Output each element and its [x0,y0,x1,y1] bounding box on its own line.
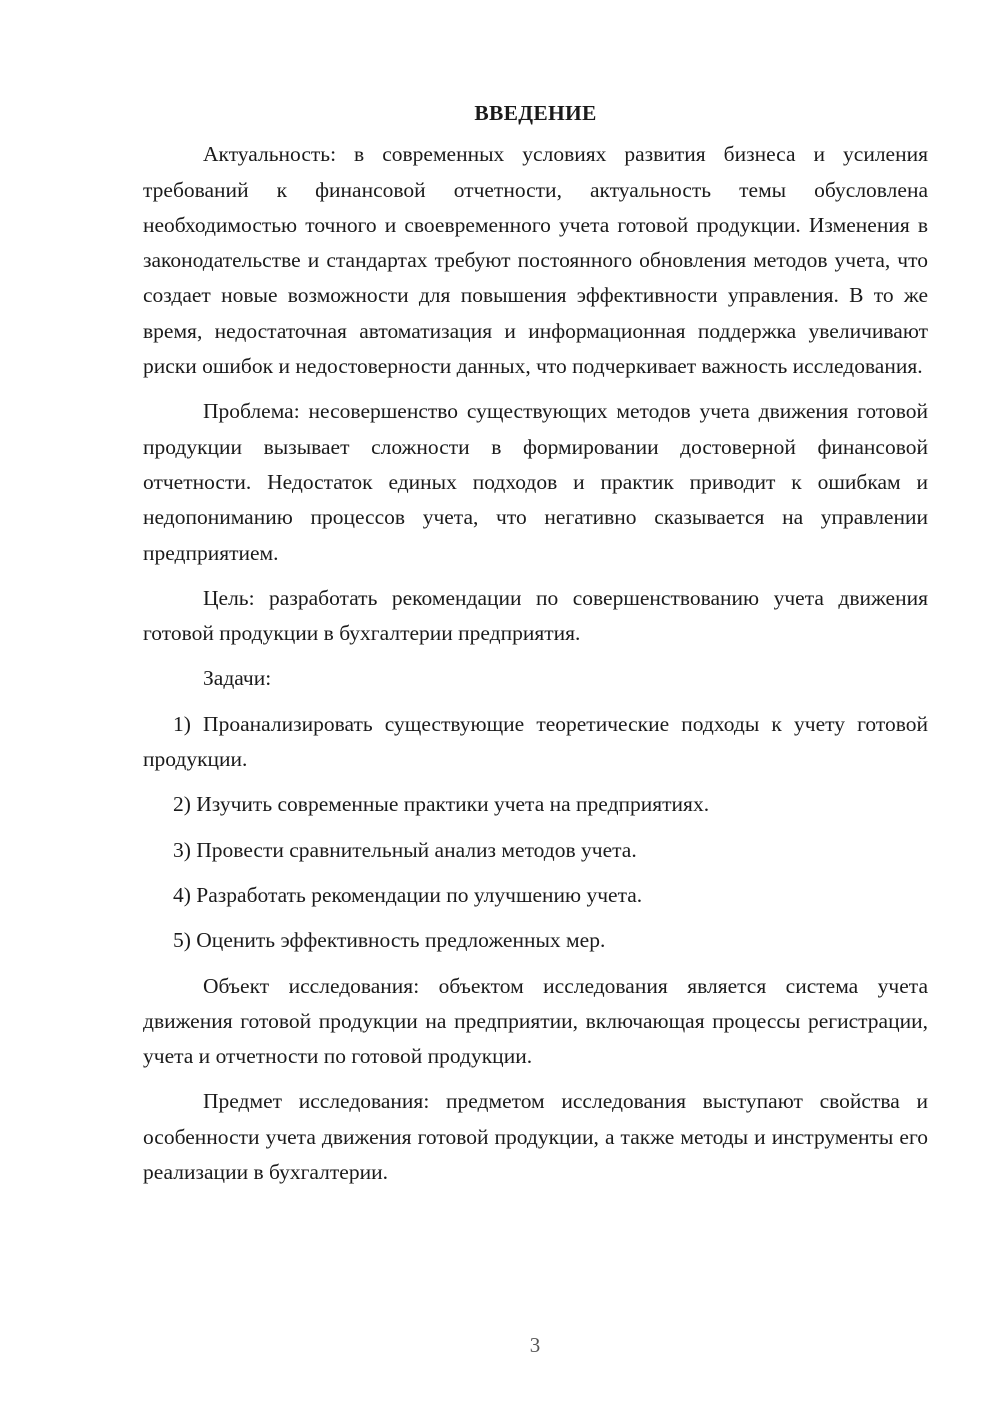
goal-paragraph: Цель: разработать рекомендации по совершенствованию учета движения готовой продукции в бухгалтерии предприятия. [143,585,928,646]
page-number: 3 [529,1333,541,1357]
page-content [143,96,928,1200]
task-item: 1) Проанализировать существующие теоретические подходы к учету готовой продукции. [143,711,928,772]
task-item: 2) Изучить современные практики учета на предприятиях. [173,792,710,817]
section-title: ВВЕДЕНИЕ [474,101,597,125]
task-item: 4) Разработать рекомендации по улучшению учета. [173,882,643,907]
problem-paragraph: Проблема: несовершенство существующих методов учета движения готовой продукции вызывает сложности в формировании достоверной финансовой отчетности. Недостаток единых подходов и практик приводит к ошибкам и недопониманию процессов учета, что негативно сказывается на управлении предприятием. [143,399,928,565]
subject-paragraph: Предмет исследования: предметом исследования выступают свойства и особенности учета движения готовой продукции, а также методы и инструменты его реализации в бухгалтерии. [143,1089,928,1185]
relevance-paragraph: Актуальность: в современных условиях развития бизнеса и усиления требований к финансовой отчетности, актуальность темы обусловлена необходимостью точного и своевременного учета готовой продукции. Изменения в законодательстве и стандартах требуют постоянного обновления методов учета, что создает новые возможности для повышения эффективности управления. В то же время, недостаточная автоматизация и информационная поддержка увеличивают риски ошибок и недостоверности данных, что подчеркивает важность исследования. [143,142,928,379]
object-paragraph: Объект исследования: объектом исследования является система учета движения готовой продукции на предприятии, включающая процессы регистрации, учета и отчетности по готовой продукции. [143,973,928,1069]
task-item: 3) Провести сравнительный анализ методов учета. [173,837,637,862]
task-item: 5) Оценить эффективность предложенных мер. [173,928,606,953]
tasks-heading: Задачи: [203,666,272,691]
